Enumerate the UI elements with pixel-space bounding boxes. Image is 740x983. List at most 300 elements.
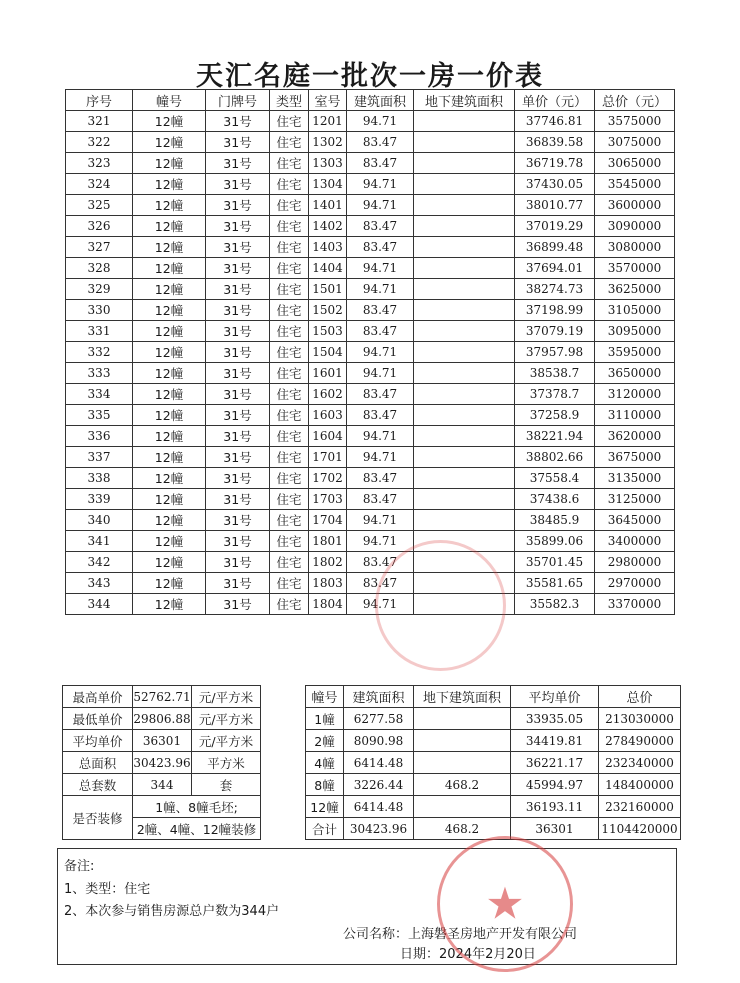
total-price-cell: 3545000 [595, 174, 675, 195]
building-cell: 1幢 [306, 708, 344, 730]
total-price-cell: 3105000 [595, 300, 675, 321]
room-cell: 1803 [309, 573, 347, 594]
room-cell: 1502 [309, 300, 347, 321]
decoration-row [63, 796, 261, 818]
building-cell: 12幢 [133, 258, 206, 279]
room-cell: 1201 [309, 111, 347, 132]
column-header: 地下建筑面积 [414, 686, 511, 708]
avg-price-cell: 36301 [511, 818, 599, 840]
total-price-cell: 3625000 [595, 279, 675, 300]
unit-price-cell: 35581.65 [515, 573, 595, 594]
price-table [65, 89, 675, 615]
doorplate-cell: 31号 [206, 573, 270, 594]
table-row [66, 489, 675, 510]
building-cell: 12幢 [133, 447, 206, 468]
doorplate-cell: 31号 [206, 363, 270, 384]
summary-label: 平均单价 [63, 730, 133, 752]
total-price-cell: 232160000 [599, 796, 681, 818]
area-cell: 94.71 [347, 447, 414, 468]
table-row [66, 174, 675, 195]
room-cell: 1801 [309, 531, 347, 552]
building-cell: 12幢 [133, 426, 206, 447]
table-row [66, 132, 675, 153]
date-line [400, 943, 536, 962]
basement-area-cell [414, 531, 515, 552]
building-cell: 12幢 [133, 174, 206, 195]
summary-value: 29806.88 [133, 708, 192, 730]
room-cell: 1401 [309, 195, 347, 216]
unit-price-cell: 38485.9 [515, 510, 595, 531]
area-cell: 83.47 [347, 384, 414, 405]
basement-area-cell [414, 132, 515, 153]
table-row [66, 426, 675, 447]
table-row [66, 573, 675, 594]
doorplate-cell: 31号 [206, 258, 270, 279]
total-price-cell: 3120000 [595, 384, 675, 405]
room-cell: 1603 [309, 405, 347, 426]
total-price-cell: 3095000 [595, 321, 675, 342]
total-price-cell: 2980000 [595, 552, 675, 573]
table-row [66, 216, 675, 237]
table-row [66, 405, 675, 426]
table-row [66, 321, 675, 342]
area-cell: 6414.48 [344, 796, 414, 818]
total-price-cell: 3620000 [595, 426, 675, 447]
basement-area-cell [414, 447, 515, 468]
building-cell: 12幢 [133, 300, 206, 321]
company-name: 上海磐圣房地产开发有限公司 [408, 927, 578, 942]
building-summary-table [305, 685, 681, 840]
type-cell: 住宅 [270, 153, 309, 174]
building-cell: 12幢 [133, 363, 206, 384]
table-row [66, 153, 675, 174]
date-value: 2024年2月20日 [439, 947, 536, 962]
serial-cell: 323 [66, 153, 133, 174]
area-cell: 83.47 [347, 489, 414, 510]
doorplate-cell: 31号 [206, 153, 270, 174]
table-row [66, 468, 675, 489]
note-item-type: 1、类型：住宅 [64, 882, 151, 897]
unit-price-cell: 38538.7 [515, 363, 595, 384]
column-header: 幢号 [133, 90, 206, 111]
type-cell: 住宅 [270, 510, 309, 531]
serial-cell: 336 [66, 426, 133, 447]
basement-area-cell [414, 363, 515, 384]
type-cell: 住宅 [270, 300, 309, 321]
decoration-line: 2幢、4幢、12幢装修 [133, 818, 261, 840]
room-cell: 1402 [309, 216, 347, 237]
basement-area-cell [414, 258, 515, 279]
doorplate-cell: 31号 [206, 384, 270, 405]
area-cell: 94.71 [347, 426, 414, 447]
doorplate-cell: 31号 [206, 321, 270, 342]
basement-area-cell [414, 153, 515, 174]
summary-row [63, 752, 261, 774]
serial-cell: 329 [66, 279, 133, 300]
total-price-cell: 232340000 [599, 752, 681, 774]
total-price-cell: 3125000 [595, 489, 675, 510]
unit-price-cell: 37430.05 [515, 174, 595, 195]
type-cell: 住宅 [270, 174, 309, 195]
column-header: 单价（元） [515, 90, 595, 111]
total-price-cell: 3080000 [595, 237, 675, 258]
column-header: 建筑面积 [344, 686, 414, 708]
area-cell: 94.71 [347, 279, 414, 300]
price-table-body [66, 111, 675, 615]
summary-value: 52762.71 [133, 686, 192, 708]
unit-price-cell: 35582.3 [515, 594, 595, 615]
summary-value: 344 [133, 774, 192, 796]
room-cell: 1704 [309, 510, 347, 531]
date-label: 日期： [400, 947, 440, 962]
summary-unit: 套 [192, 774, 261, 796]
unit-price-cell: 38010.77 [515, 195, 595, 216]
area-cell: 83.47 [347, 153, 414, 174]
column-header: 序号 [66, 90, 133, 111]
decoration-line: 1幢、8幢毛坯; [133, 796, 261, 818]
summary-unit: 元/平方米 [192, 730, 261, 752]
building-cell: 12幢 [133, 573, 206, 594]
serial-cell: 330 [66, 300, 133, 321]
total-price-cell: 3595000 [595, 342, 675, 363]
building-cell: 12幢 [133, 405, 206, 426]
area-cell: 94.71 [347, 342, 414, 363]
room-cell: 1304 [309, 174, 347, 195]
unit-price-cell: 38802.66 [515, 447, 595, 468]
unit-price-cell: 36719.78 [515, 153, 595, 174]
serial-cell: 341 [66, 531, 133, 552]
type-cell: 住宅 [270, 384, 309, 405]
basement-area-cell [414, 796, 511, 818]
type-cell: 住宅 [270, 237, 309, 258]
type-cell: 住宅 [270, 468, 309, 489]
total-price-cell: 3600000 [595, 195, 675, 216]
unit-price-cell: 37079.19 [515, 321, 595, 342]
doorplate-cell: 31号 [206, 468, 270, 489]
basement-area-cell [414, 279, 515, 300]
unit-price-cell: 37957.98 [515, 342, 595, 363]
basement-area-cell [414, 730, 511, 752]
serial-cell: 321 [66, 111, 133, 132]
total-price-cell: 3650000 [595, 363, 675, 384]
unit-price-cell: 37258.9 [515, 405, 595, 426]
summary-row [63, 708, 261, 730]
type-cell: 住宅 [270, 552, 309, 573]
building-cell: 12幢 [133, 237, 206, 258]
type-cell: 住宅 [270, 531, 309, 552]
basement-area-cell [414, 384, 515, 405]
serial-cell: 338 [66, 468, 133, 489]
doorplate-cell: 31号 [206, 279, 270, 300]
basement-area-cell [414, 708, 511, 730]
column-header: 建筑面积 [347, 90, 414, 111]
doorplate-cell: 31号 [206, 405, 270, 426]
summary-unit: 元/平方米 [192, 686, 261, 708]
building-cell: 12幢 [133, 132, 206, 153]
summary-row [63, 730, 261, 752]
doorplate-cell: 31号 [206, 594, 270, 615]
total-price-cell: 3575000 [595, 111, 675, 132]
basement-area-cell [414, 510, 515, 531]
type-cell: 住宅 [270, 321, 309, 342]
total-price-cell: 278490000 [599, 730, 681, 752]
avg-price-cell: 33935.05 [511, 708, 599, 730]
area-cell: 83.47 [347, 300, 414, 321]
basement-area-cell [414, 111, 515, 132]
avg-price-cell: 34419.81 [511, 730, 599, 752]
unit-price-cell: 36839.58 [515, 132, 595, 153]
type-cell: 住宅 [270, 111, 309, 132]
serial-cell: 335 [66, 405, 133, 426]
room-cell: 1804 [309, 594, 347, 615]
company-line [343, 923, 577, 942]
area-cell: 6277.58 [344, 708, 414, 730]
type-cell: 住宅 [270, 489, 309, 510]
basement-area-cell [414, 195, 515, 216]
doorplate-cell: 31号 [206, 552, 270, 573]
type-cell: 住宅 [270, 342, 309, 363]
type-cell: 住宅 [270, 363, 309, 384]
column-header: 地下建筑面积 [414, 90, 515, 111]
notes-box [57, 848, 677, 965]
area-cell: 6414.48 [344, 752, 414, 774]
total-price-cell: 213030000 [599, 708, 681, 730]
building-cell: 12幢 [133, 153, 206, 174]
company-label: 公司名称： [343, 927, 409, 942]
area-cell: 83.47 [347, 321, 414, 342]
avg-price-cell: 45994.97 [511, 774, 599, 796]
doorplate-cell: 31号 [206, 237, 270, 258]
doorplate-cell: 31号 [206, 300, 270, 321]
building-cell: 12幢 [133, 468, 206, 489]
doorplate-cell: 31号 [206, 531, 270, 552]
table-row [306, 752, 681, 774]
area-cell: 8090.98 [344, 730, 414, 752]
summary-unit: 元/平方米 [192, 708, 261, 730]
decoration-label: 是否装修 [63, 796, 133, 840]
doorplate-cell: 31号 [206, 216, 270, 237]
page-title: 天汇名庭一批次一房一价表 [196, 61, 544, 92]
summary-unit: 平方米 [192, 752, 261, 774]
doorplate-cell: 31号 [206, 174, 270, 195]
doorplate-cell: 31号 [206, 195, 270, 216]
notes-heading: 备注: [64, 859, 95, 874]
basement-area-cell [414, 237, 515, 258]
doorplate-cell: 31号 [206, 489, 270, 510]
room-cell: 1404 [309, 258, 347, 279]
table-row [66, 447, 675, 468]
serial-cell: 339 [66, 489, 133, 510]
type-cell: 住宅 [270, 405, 309, 426]
total-price-cell: 3075000 [595, 132, 675, 153]
summary-label: 最低单价 [63, 708, 133, 730]
total-price-cell: 3400000 [595, 531, 675, 552]
total-price-cell: 1104420000 [599, 818, 681, 840]
column-header: 总价 [599, 686, 681, 708]
doorplate-cell: 31号 [206, 342, 270, 363]
building-cell: 8幢 [306, 774, 344, 796]
serial-cell: 325 [66, 195, 133, 216]
building-summary-header [306, 686, 681, 708]
serial-cell: 343 [66, 573, 133, 594]
basement-area-cell: 468.2 [414, 774, 511, 796]
type-cell: 住宅 [270, 132, 309, 153]
serial-cell: 332 [66, 342, 133, 363]
total-price-cell: 2970000 [595, 573, 675, 594]
column-header: 平均单价 [511, 686, 599, 708]
doorplate-cell: 31号 [206, 132, 270, 153]
area-cell: 94.71 [347, 258, 414, 279]
area-cell: 83.47 [347, 405, 414, 426]
serial-cell: 322 [66, 132, 133, 153]
area-cell: 94.71 [347, 363, 414, 384]
serial-cell: 328 [66, 258, 133, 279]
type-cell: 住宅 [270, 594, 309, 615]
column-header: 室号 [309, 90, 347, 111]
doorplate-cell: 31号 [206, 510, 270, 531]
total-price-cell: 148400000 [599, 774, 681, 796]
area-cell: 94.71 [347, 594, 414, 615]
avg-price-cell: 36221.17 [511, 752, 599, 774]
total-price-cell: 3110000 [595, 405, 675, 426]
serial-cell: 340 [66, 510, 133, 531]
building-cell: 2幢 [306, 730, 344, 752]
type-cell: 住宅 [270, 426, 309, 447]
room-cell: 1701 [309, 447, 347, 468]
basement-area-cell [414, 489, 515, 510]
table-row [66, 510, 675, 531]
table-row [306, 796, 681, 818]
basement-area-cell [414, 426, 515, 447]
area-cell: 83.47 [347, 468, 414, 489]
basement-area-cell [414, 573, 515, 594]
building-cell: 12幢 [133, 195, 206, 216]
table-row [306, 708, 681, 730]
serial-cell: 331 [66, 321, 133, 342]
room-cell: 1702 [309, 468, 347, 489]
building-cell: 12幢 [133, 216, 206, 237]
summary-label: 总套数 [63, 774, 133, 796]
column-header: 幢号 [306, 686, 344, 708]
room-cell: 1504 [309, 342, 347, 363]
table-row [66, 279, 675, 300]
room-cell: 1604 [309, 426, 347, 447]
table-row [66, 237, 675, 258]
room-cell: 1302 [309, 132, 347, 153]
building-cell: 12幢 [133, 531, 206, 552]
area-cell: 94.71 [347, 174, 414, 195]
summary-value: 30423.96 [133, 752, 192, 774]
total-price-cell: 3090000 [595, 216, 675, 237]
basement-area-cell [414, 405, 515, 426]
table-row [306, 818, 681, 840]
serial-cell: 326 [66, 216, 133, 237]
area-cell: 83.47 [347, 237, 414, 258]
type-cell: 住宅 [270, 216, 309, 237]
basement-area-cell [414, 342, 515, 363]
serial-cell: 333 [66, 363, 133, 384]
avg-price-cell: 36193.11 [511, 796, 599, 818]
room-cell: 1602 [309, 384, 347, 405]
unit-price-cell: 37558.4 [515, 468, 595, 489]
room-cell: 1703 [309, 489, 347, 510]
table-row [306, 730, 681, 752]
total-price-cell: 3570000 [595, 258, 675, 279]
building-cell: 12幢 [306, 796, 344, 818]
type-cell: 住宅 [270, 195, 309, 216]
total-price-cell: 3675000 [595, 447, 675, 468]
area-cell: 94.71 [347, 111, 414, 132]
basement-area-cell [414, 752, 511, 774]
serial-cell: 327 [66, 237, 133, 258]
unit-price-cell: 37378.7 [515, 384, 595, 405]
area-cell: 30423.96 [344, 818, 414, 840]
basement-area-cell [414, 594, 515, 615]
room-cell: 1501 [309, 279, 347, 300]
type-cell: 住宅 [270, 447, 309, 468]
basement-area-cell: 468.2 [414, 818, 511, 840]
total-price-cell: 3135000 [595, 468, 675, 489]
room-cell: 1601 [309, 363, 347, 384]
summary-row [63, 686, 261, 708]
unit-price-cell: 37746.81 [515, 111, 595, 132]
basement-area-cell [414, 300, 515, 321]
unit-price-cell: 36899.48 [515, 237, 595, 258]
basement-area-cell [414, 174, 515, 195]
unit-price-cell: 37694.01 [515, 258, 595, 279]
summary-label: 最高单价 [63, 686, 133, 708]
room-cell: 1503 [309, 321, 347, 342]
area-cell: 83.47 [347, 573, 414, 594]
summary-label: 总面积 [63, 752, 133, 774]
serial-cell: 337 [66, 447, 133, 468]
doorplate-cell: 31号 [206, 426, 270, 447]
building-cell: 12幢 [133, 384, 206, 405]
building-cell: 12幢 [133, 489, 206, 510]
unit-price-cell: 35899.06 [515, 531, 595, 552]
summary-row [63, 774, 261, 796]
area-cell: 94.71 [347, 531, 414, 552]
doorplate-cell: 31号 [206, 111, 270, 132]
building-cell: 合计 [306, 818, 344, 840]
type-cell: 住宅 [270, 573, 309, 594]
unit-price-cell: 37198.99 [515, 300, 595, 321]
unit-price-cell: 38221.94 [515, 426, 595, 447]
area-cell: 83.47 [347, 552, 414, 573]
area-cell: 83.47 [347, 132, 414, 153]
price-table-header [66, 90, 675, 111]
column-header: 类型 [270, 90, 309, 111]
room-cell: 1303 [309, 153, 347, 174]
seal-star-icon: ★ [485, 878, 525, 930]
building-cell: 12幢 [133, 552, 206, 573]
table-row [66, 258, 675, 279]
table-row [66, 552, 675, 573]
area-cell: 94.71 [347, 510, 414, 531]
building-cell: 12幢 [133, 510, 206, 531]
serial-cell: 334 [66, 384, 133, 405]
total-price-cell: 3065000 [595, 153, 675, 174]
table-row [66, 531, 675, 552]
column-header: 门牌号 [206, 90, 270, 111]
total-price-cell: 3370000 [595, 594, 675, 615]
type-cell: 住宅 [270, 258, 309, 279]
unit-price-cell: 35701.45 [515, 552, 595, 573]
table-row [66, 384, 675, 405]
room-cell: 1802 [309, 552, 347, 573]
table-row [66, 111, 675, 132]
serial-cell: 342 [66, 552, 133, 573]
